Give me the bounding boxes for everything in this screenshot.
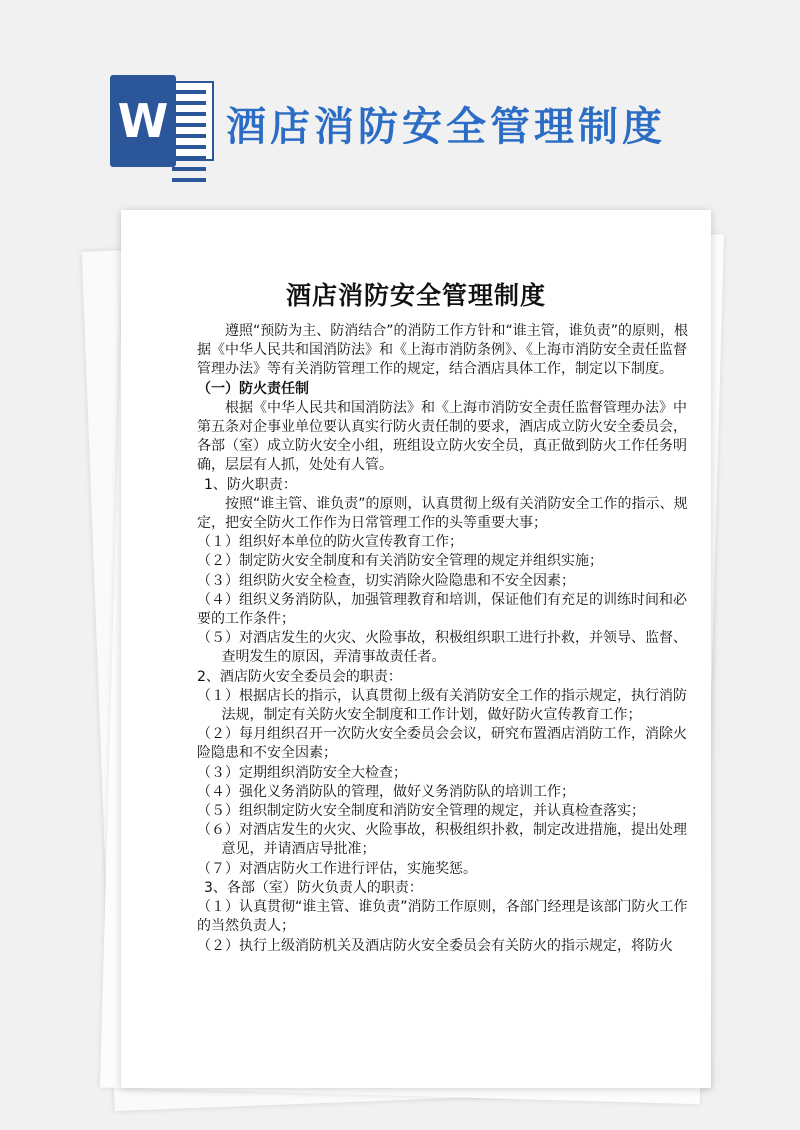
list-item: （４）强化义务消防队的管理，做好义务消防队的培训工作； bbox=[197, 783, 575, 800]
word-letter-badge: W bbox=[110, 75, 176, 167]
banner-title: 酒店消防安全管理制度 bbox=[226, 104, 666, 150]
subsection-heading: 2、酒店防火安全委员会的职责： bbox=[197, 668, 402, 685]
list-item: （２）执行上级消防机关及酒店防火安全委员会有关防火的指示规定，将防火 bbox=[197, 937, 673, 954]
list-item: （４）组织义务消防队，加强管理教育和培训，保证他们有充足的训练时间和必要的工作条件； bbox=[197, 591, 687, 628]
document-body bbox=[197, 322, 693, 956]
subsection-heading: 1、防火职责： bbox=[204, 476, 297, 493]
list-item: （１）组织好本单位的防火宣传教育工作； bbox=[197, 534, 463, 551]
document-title: 酒店消防安全管理制度 bbox=[285, 281, 546, 310]
word-document-icon bbox=[110, 75, 214, 167]
paragraph: 根据《中华人民共和国消防法》和《上海市消防安全责任监督管理办法》中第五条对企事业单位要认真实行防火责任制的要求，酒店成立防火安全委员会，各部（室）成立防火安全小组，班组设立防火安全员，真正做到防火工作任务明确，层层有人抓，处处有人管。 bbox=[197, 399, 687, 474]
paragraph: 遵照“预防为主、防消结合”的消防工作方针和“谁主管，谁负责”的原则，根据《中华人民共和国消防法》和《上海市消防条例》、《上海市消防安全责任监督管理办法》等有关消防管理工作的规定，结合酒店具体工作，制定以下制度。 bbox=[197, 323, 689, 378]
section-heading: （一）防火责任制 bbox=[197, 380, 309, 397]
list-item: （６）对酒店发生的火灾、火险事故，积极组织扑救，制定改进措施，提出处理意见，并请酒店导批准； bbox=[197, 822, 687, 858]
document-page bbox=[121, 210, 711, 1088]
list-item: （２）每月组织召开一次防火安全委员会会议，研究布置酒店消防工作，消除火险隐患和不安全因素； bbox=[197, 726, 687, 762]
list-item: （３）定期组织消防安全大检查； bbox=[197, 764, 407, 781]
list-item: （３）组织防火安全检查，切实消除火险隐患和不安全因素； bbox=[197, 572, 575, 589]
list-item: （５）对酒店发生的火灾、火险事故，积极组织职工进行扑救，并领导、监督、查明发生的原因，弄清事故责任者。 bbox=[197, 630, 687, 666]
list-item: （１）认真贯彻“谁主管、谁负责”消防工作原则，各部门经理是该部门防火工作的当然负责人； bbox=[197, 899, 688, 935]
list-item: （２）制定防火安全制度和有关消防安全管理的规定并组织实施； bbox=[197, 553, 603, 570]
list-item: （１）根据店长的指示，认真贯彻上级有关消防安全工作的指示规定，执行消防法规，制定有关防火安全制度和工作计划，做好防火宣传教育工作； bbox=[197, 687, 687, 724]
list-item: （５）组织制定防火安全制度和消防安全管理的规定，并认真检查落实； bbox=[197, 803, 645, 820]
list-item: （７）对酒店防火工作进行评估，实施奖惩。 bbox=[197, 860, 477, 877]
header-banner bbox=[0, 0, 800, 200]
subsection-heading: 3、各部（室）防火负责人的职责： bbox=[204, 879, 423, 896]
paragraph: 按照“谁主管、谁负责”的原则，认真贯彻上级有关消防安全工作的指示、规定，把安全防火工作作为日常管理工作的头等重要大事； bbox=[197, 495, 688, 532]
